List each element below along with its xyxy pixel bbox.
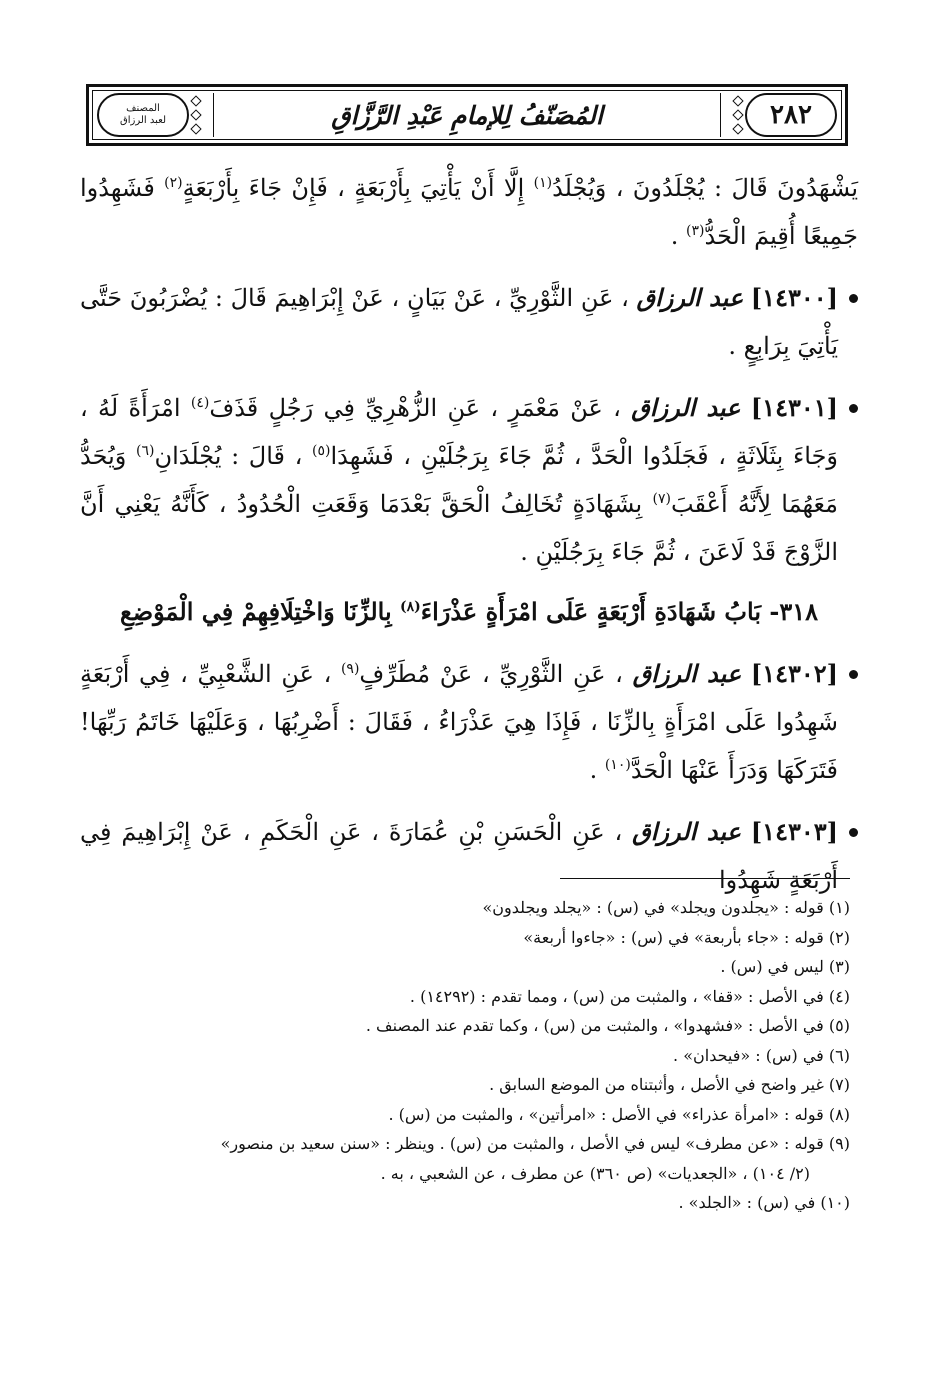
- hadith-number: [١٤٣٠١]: [750, 393, 838, 422]
- hadith-entry-14301: [١٤٣٠١] عبد الرزاق ، عَنْ مَعْمَرٍ ، عَنِ الزُّهْرِيِّ فِي رَجُلٍ قَذَفَ$^{(٤)}$ امْرَأَةً لَهُ ، وَجَاءَ بِثَلَاثَةٍ ، فَجَلَدُوا الْحَدَّ ، ثُمَّ جَاءَ بِرَجُلَيْنِ ، فَشَهِدَا$^{(٥)}$ ، قَالَ : يُجْلَدَانِ$^{(٦)}$ وَيُحَدُّ مَعَهُمَا لِأَنَّهُ أَعْقَبَ$^{(٧)}$ بِشَهَادَةٍ تُخَالِفُ الْحَقَّ بَعْدَمَا وَقَعَتِ الْحُدُودُ ، كَأَنَّهُ يَعْنِي أَنَّ الزَّوْجَ قَدْ لَاعَنَ ، ثُمَّ جَاءَ بِرَجُلَيْنِ .: [80, 384, 858, 576]
- main-text: [80, 164, 858, 904]
- bullet-icon: [849, 670, 858, 679]
- hadith-text: ، عَنِ الْحَسَنِ بْنِ عُمَارَةَ ، عَنِ الْحَكَمِ ، عَنْ إِبْرَاهِيمَ فِي أَرْبَعَةٍ شَهِدُوا: [80, 818, 838, 894]
- hadith-entry-14302: [١٤٣٠٢] عبد الرزاق ، عَنِ الثَّوْرِيِّ ، عَنْ مُطَرِّفٍ$^{(٩)}$ ، عَنِ الشَّعْبِيِّ ، فِي أَرْبَعَةٍ شَهِدُوا عَلَى امْرَأَةٍ بِالزِّنَا ، فَإِذَا هِيَ عَذْرَاءُ ، فَقَالَ : أَضْرِبُهَا ، وَعَلَيْهَا خَاتَمُ رَبِّهَا! فَتَرَكَهَا وَدَرَأَ عَنْهَا الْحَدَّ$^{(١٠)}$ .: [80, 650, 858, 794]
- narrator-name: عبد الرزاق: [632, 659, 742, 688]
- hadith-number: [١٤٣٠٢]: [750, 659, 838, 688]
- footnote-9-continued: (٢/ ١٠٤) ، «الجعديات» (ص ٣٦٠) عن مطرف ، عن الشعبي ، به .: [380, 1163, 810, 1183]
- footnote-marker[interactable]: (١): [533, 175, 553, 191]
- footnote-3: (٣) ليس في (س) .: [720, 957, 850, 976]
- hadith-entry-14300: [80, 274, 858, 370]
- footnote-marker[interactable]: (٨): [400, 599, 421, 615]
- footnote-6: (٦) في (س) : «فيحدان» .: [673, 1045, 850, 1065]
- narrator-name: عبد الرزاق: [632, 817, 741, 846]
- seal-text: المصنف لعبد الرزاق: [119, 103, 167, 126]
- footnote-separator: [560, 878, 850, 879]
- running-header: [86, 84, 848, 146]
- footnote-10: (١٠) في (س) : «الجلد» .: [678, 1193, 850, 1212]
- hadith-number: [١٤٣٠٠]: [750, 283, 838, 312]
- footnote-7: (٧) غير واضح في الأصل ، وأثبتناه من الموضع السابق .: [489, 1075, 850, 1094]
- footnote-marker[interactable]: (١٠): [604, 757, 631, 773]
- hadith-number: [١٤٣٠٣]: [750, 817, 838, 846]
- narrator-name: عبد الرزاق: [631, 393, 741, 422]
- footnote-1: (١) قوله : «يجلدون ويجلد» في (س) : «يجلد ويجلدون»: [482, 898, 850, 917]
- footnote-marker[interactable]: (٢): [164, 175, 183, 191]
- footnote-marker[interactable]: (٦): [135, 443, 155, 459]
- continuation-paragraph: يَشْهَدُونَ قَالَ : يُجْلَدُونَ ، وَيُجْلَدُ$^{(١)}$ إِلَّا أَنْ يَأْتِيَ بِأَرْبَعَةٍ ، فَإِنْ جَاءَ بِأَرْبَعَةٍ$^{(٢)}$ فَشَهِدُوا جَمِيعًا أُقِيمَ الْحَدُّ$^{(٣)}$ .: [80, 174, 858, 250]
- bullet-icon: [849, 828, 858, 837]
- running-title: المُصَنّفُ لِلإمامِ عَبْدِ الرَّزَّاقِ: [213, 93, 721, 137]
- narrator-name: عبد الرزاق: [636, 283, 744, 312]
- chapter-heading: ٣١٨- بَابُ شَهَادَةِ أَرْبَعَةٍ عَلَى امْرَأَةٍ عَذْرَاءَ$^{(٨)}$ بِالزِّنَا وَاخْتِلَافِهِمْ فِي الْمَوْضِعِ: [119, 597, 818, 626]
- bullet-icon: [849, 404, 858, 413]
- footnote-9: (٩) قوله : «عن مطرف» ليس في الأصل ، والمثبت من (س) . وينظر : «سنن سعيد بن منصور»: [220, 1134, 850, 1153]
- hadith-text: ، عَنِ الثَّوْرِيِّ ، عَنْ بَيَانٍ ، عَنْ إِبْرَاهِيمَ قَالَ : يُضْرَبُونَ حَتَّى يَأْتِيَ بِرَابِعٍ .: [80, 284, 838, 360]
- footnote-4: (٤) في الأصل : «قفا» ، والمثبت من (س) ، ومما تقدم : (١٤٢٩٢) .: [409, 986, 850, 1006]
- footnote-5: (٥) في الأصل : «فشهدوا» ، والمثبت من (س) ، وكما تقدم عند المصنف .: [365, 1016, 850, 1035]
- footnote-marker[interactable]: (٧): [652, 491, 671, 507]
- footnote-marker[interactable]: (٤): [190, 395, 210, 411]
- footnote-marker[interactable]: (٩): [340, 661, 360, 677]
- footnotes: [80, 893, 850, 1218]
- book-seal-logo: [97, 93, 189, 137]
- page-number: ٢٨٢: [745, 93, 837, 137]
- footnote-marker[interactable]: (٣): [686, 223, 705, 239]
- footnote-8: (٨) قوله : «امرأة عذراء» في الأصل : «امرأتين» ، والمثبت من (س) .: [388, 1104, 850, 1124]
- ornament-right: [731, 97, 745, 133]
- ornament-left: [189, 97, 203, 133]
- hadith-entry-14303: [80, 808, 858, 904]
- bullet-icon: [849, 294, 858, 303]
- footnote-2: (٢) قوله : «جاء بأربعة» في (س) : «جاءوا أربعة»: [523, 927, 850, 947]
- footnote-marker[interactable]: (٥): [311, 443, 331, 459]
